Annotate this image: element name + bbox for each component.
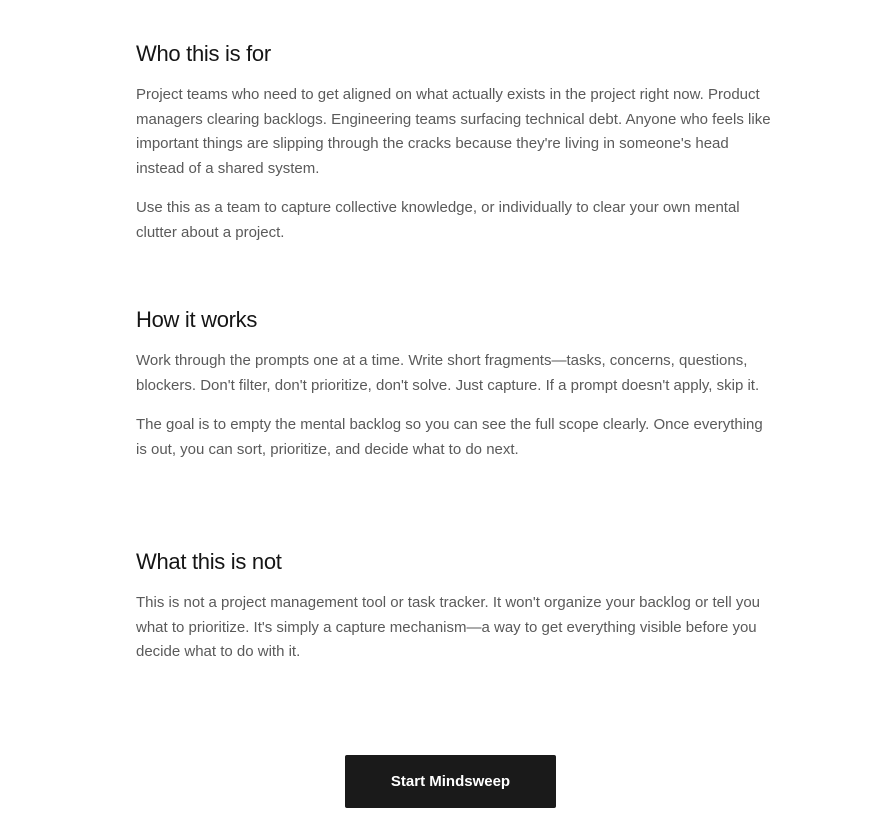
section-paragraph: Project teams who need to get aligned on what actually exists in the project right now. Product managers clearing backlogs. Engineering teams surfacing technical debt. Anyone who feels like important things are slipping through the cracks because they're living in someone's head instead of a shared system. xyxy=(136,86,771,177)
section-who-this-is-for xyxy=(136,40,776,245)
section-paragraph: This is not a project management tool or task tracker. It won't organize your backlog or tell you what to prioritize. It's simply a capture mechanism—a way to get everything visible before you decide what to do with it. xyxy=(136,594,761,660)
start-mindsweep-button[interactable]: Start Mindsweep xyxy=(345,755,556,808)
section-heading: How it works xyxy=(136,307,258,332)
section-paragraph: Work through the prompts one at a time. Write short fragments—tasks, concerns, questions, blockers. Don't filter, don't prioritize, don't solve. Just capture. If a prompt doesn't apply, skip it. xyxy=(136,352,760,394)
section-paragraph: Use this as a team to capture collective knowledge, or individually to clear your own mental clutter about a project. xyxy=(136,199,740,241)
section-what-this-is-not xyxy=(136,548,776,665)
section-how-it-works xyxy=(136,306,776,462)
section-heading: What this is not xyxy=(136,549,282,574)
section-paragraph: The goal is to empty the mental backlog so you can see the full scope clearly. Once everything is out, you can sort, prioritize, and decide what to do next. xyxy=(136,416,763,458)
section-heading: Who this is for xyxy=(136,41,271,66)
